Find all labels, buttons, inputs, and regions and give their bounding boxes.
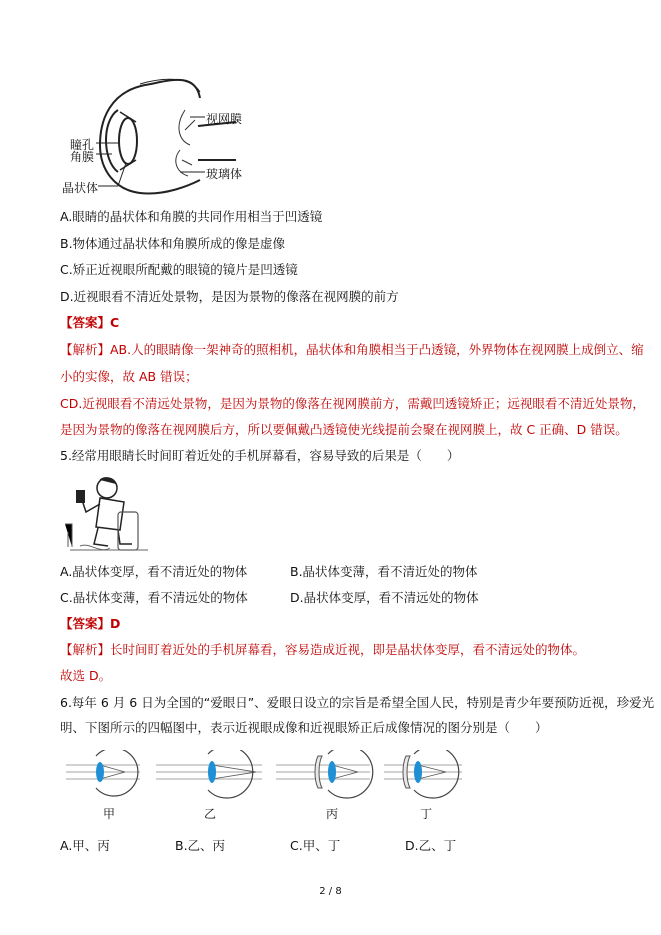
phone-user-illustration [60,472,150,557]
q6-eye-diagrams [0,750,661,810]
q4-answer: 【答案】C [60,315,120,330]
diagram-yi [156,750,262,798]
q5-analysis: 【解析】长时间盯着近处的手机屏幕看，容易造成近视，即是晶状体变厚，看不清远处的物体。 [60,642,586,657]
q5-option-c: C.晶状体变薄，看不清远处的物体 [60,590,248,605]
q4-option-d: D.近视眼看不清近处景物，是因为景物的像落在视网膜的前方 [60,289,399,304]
q6-option-d: D.乙、丁 [405,838,457,853]
figure-label-jia: 甲 [103,807,116,821]
q6-option-b: B.乙、丙 [175,838,226,853]
q5-stem: 5.经常用眼睛长时间盯着近处的手机屏幕看，容易导致的后果是（ ） [60,448,460,463]
q4-analysis-line3: CD.近视眼看不清远处景物，是因为景物的像落在视网膜前方，需戴凹透镜矫正；远视眼看不清近处景物， [60,396,645,411]
q4-analysis-line1: 【解析】AB.人的眼睛像一架神奇的照相机，晶状体和角膜相当于凸透镜，外界物体在视网膜上成倒立、缩 [60,342,644,357]
page-number: 2 / 8 [319,886,342,897]
figure-label-bing: 丙 [326,807,339,821]
diagram-jia [66,750,140,796]
q6-stem-line2: 明、下图所示的四幅图中，表示近视眼成像和近视眼矫正后成像情况的图分别是（ ） [60,720,548,735]
q5-option-a: A.晶状体变厚，看不清近处的物体 [60,564,248,579]
figure-label-yi: 乙 [204,807,217,821]
label-pupil: 瞳孔 [70,138,95,152]
q4-option-b: B.物体通过晶状体和角膜所成的像是虚像 [60,236,286,251]
q4-analysis-line2: 小的实像，故 AB 错误； [60,369,198,384]
label-cornea: 角膜 [70,150,95,164]
label-lens: 晶状体 [62,181,99,195]
q4-option-a: A.眼睛的晶状体和角膜的共同作用相当于凹透镜 [60,209,323,224]
label-retina: 视网膜 [206,112,243,126]
q4-option-c: C.矫正近视眼所配戴的眼镜的镜片是凹透镜 [60,262,298,277]
q5-answer: 【答案】D [60,616,121,631]
q6-option-c: C.甲、丁 [290,838,341,853]
q5-conclusion: 故选 D。 [60,668,112,683]
q6-stem-line1: 6.每年 6 月 6 日为全国的“爱眼日”、爱眼日设立的宗旨是希望全国人民，特别是青少年要预防近视，珍爱光 [60,695,655,710]
eye-anatomy-figure [0,0,661,200]
q5-option-d: D.晶状体变厚，看不清远处的物体 [290,590,479,605]
label-vitreous: 玻璃体 [206,167,243,181]
figure-label-ding: 丁 [420,807,433,821]
q4-analysis-line4: 是因为景物的像落在视网膜后方，所以要佩戴凸透镜使光线提前会聚在视网膜上，故 C 正确、D 错误。 [60,422,628,437]
diagram-ding [384,750,462,798]
diagram-bing [276,750,373,798]
q6-option-a: A.甲、丙 [60,838,110,853]
q5-option-b: B.晶状体变薄，看不清近处的物体 [290,564,478,579]
